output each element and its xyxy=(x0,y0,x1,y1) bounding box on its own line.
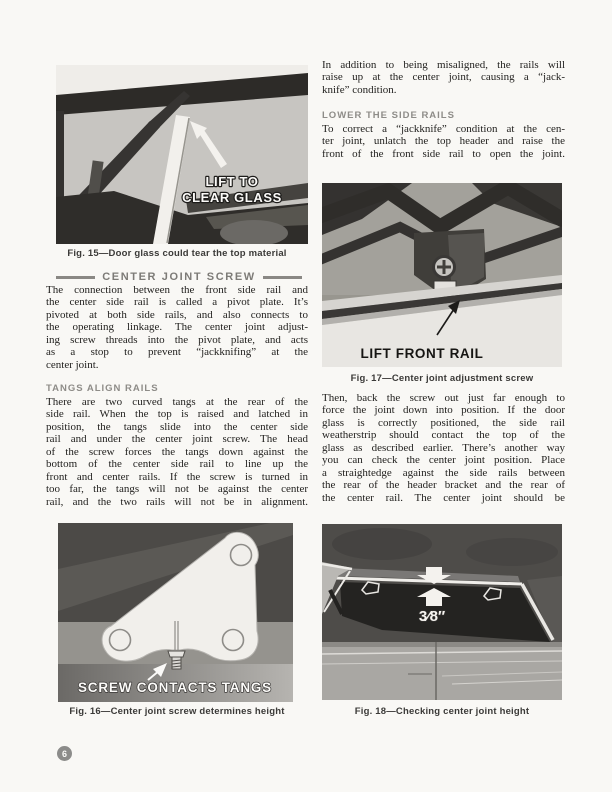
subheading-lower-the-side-rails: LOWER THE SIDE RAILS xyxy=(322,110,455,121)
figure-15-caption: Fig. 15—Door glass could tear the top material xyxy=(67,248,287,259)
figure-16-caption: Fig. 16—Center joint screw determines height xyxy=(69,706,285,717)
paragraph-center-joint-screw xyxy=(46,284,308,371)
text-line: The connection between the front side rail and xyxy=(46,284,308,296)
text-line: bottom of the center side rail to line up the xyxy=(46,458,308,471)
heading-rule-left xyxy=(56,276,95,279)
text-line: knife” condition. xyxy=(322,83,397,96)
text-line: the center rail. The center joint should be xyxy=(322,491,565,504)
text-line: There are two curved tangs at the rear of the xyxy=(46,396,308,408)
text-line: ter joint, unlatch the top header and raise the xyxy=(322,135,565,148)
text-line: center joint. xyxy=(46,358,99,371)
text-line: Then, back the screw out just far enough to xyxy=(322,392,565,404)
fig17-overlay-label: LIFT FRONT RAIL xyxy=(360,346,484,361)
section-heading-label: CENTER JOINT SCREW xyxy=(102,271,256,283)
fig18-measurement-label: 3⁄8″ xyxy=(418,608,446,625)
text-line: force the joint down into position. If the door xyxy=(322,404,565,417)
text-line: as a stop to prevent “jackknifing” at the xyxy=(46,346,308,359)
subheading-tangs-align-rails: TANGS ALIGN RAILS xyxy=(46,383,159,394)
text-line: rail, and the two rails will not be in alignment. xyxy=(46,495,308,508)
paragraph-jackknife-condition xyxy=(322,59,565,96)
text-line: the operating linkage. The center joint adjust- xyxy=(46,321,308,334)
text-line: front of the front side rail to open the joint. xyxy=(322,147,565,160)
text-line: weatherstrip should contact the top of the xyxy=(322,429,565,442)
text-line: rail and under the center joint screw. The head xyxy=(46,433,308,446)
text-line: In addition to being misaligned, the rails will xyxy=(322,59,565,71)
text-line: the rear of the header bracket and the rear of xyxy=(322,479,565,492)
paragraph-check-joint-position xyxy=(322,392,565,504)
figure-16-diagram xyxy=(58,523,293,702)
heading-rule-right xyxy=(263,276,302,279)
page-number-badge: 6 xyxy=(57,746,72,761)
text-line: of the screw forces the tangs down against the xyxy=(46,445,308,458)
text-line: too far, the tangs will not be against the center xyxy=(46,483,308,496)
text-line: the center side rail is called a pivot plate. It’s xyxy=(46,296,308,309)
paragraph-tangs-align-rails xyxy=(46,396,308,508)
text-line: a straightedge against the side rails between xyxy=(322,466,565,479)
text-line: To correct a “jackknife” condition at the cen- xyxy=(322,123,565,135)
figure-15-photo xyxy=(56,65,308,244)
fig15-overlay-line2: CLEAR GLASS xyxy=(182,190,282,205)
text-line: position, the tangs slide into the center side xyxy=(46,420,308,433)
text-line: side rail. When the top is raised and latched in xyxy=(46,408,308,421)
text-line: pivoted at both side rails, and also connects to xyxy=(46,308,308,321)
section-heading-center-joint-screw xyxy=(56,271,302,283)
text-line: ing screw threads into the pivot plate, and acts xyxy=(46,333,308,346)
text-line: front and center rails. If the screw is turned in xyxy=(46,470,308,483)
text-line: raise up at the center joint, causing a “jack- xyxy=(322,71,565,84)
figure-17-caption: Fig. 17—Center joint adjustment screw xyxy=(350,373,534,384)
text-line: you can check the center joint position. Place xyxy=(322,454,565,467)
figure-18-caption: Fig. 18—Checking center joint height xyxy=(354,706,530,717)
text-line: glass is correctly positioned, the side rail xyxy=(322,416,565,429)
figure-18-photo xyxy=(322,524,562,700)
text-line: glass as described earlier. There’s another way xyxy=(322,441,565,454)
fig15-overlay-line1: LIFT TO xyxy=(205,174,259,189)
figure-17-photo xyxy=(322,183,562,367)
paragraph-lower-side-rails xyxy=(322,123,565,160)
fig16-overlay-label: SCREW CONTACTS TANGS xyxy=(78,680,272,695)
